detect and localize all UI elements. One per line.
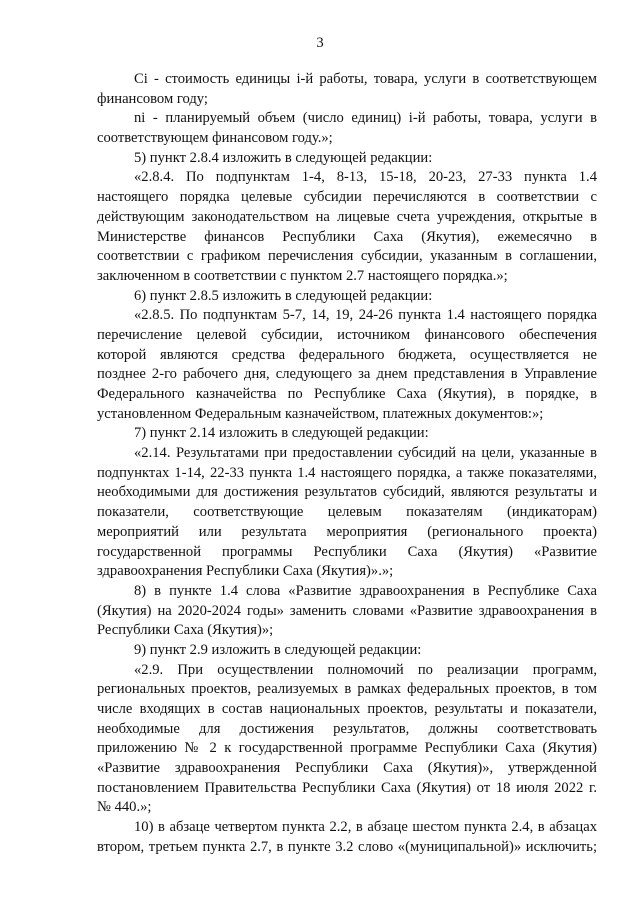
text-line: Республики Саха (Якутия)»; <box>97 622 274 639</box>
text-line: соответствующем финансовом году.»; <box>97 130 333 147</box>
text-line: региональных проектов, реализуемых в рамках федеральных проектов, в том <box>97 681 597 698</box>
text-line: «Развитие здравоохранения Республики Саха (Якутия)», утвержденной <box>97 760 597 777</box>
text-line: соответствии с графиком перечисления субсидии, указанным в соглашении, <box>97 248 597 265</box>
text-line: подпунктах 1-14, 22-33 пункта 1.4 настоящего порядка, а также показателями, <box>97 464 597 481</box>
page-number: 3 <box>316 35 324 51</box>
text-line: 9) пункт 2.9 изложить в следующей редакции: <box>134 641 422 658</box>
text-line: необходимыми для достижения результатов субсидий, являются результаты и <box>97 484 597 501</box>
text-line: «2.14. Результатами при предоставлении субсидий на цели, указанные в <box>134 445 597 462</box>
text-line: здравоохранения Республики Саха (Якутия)».»; <box>97 563 394 580</box>
text-line: установленном Федеральным казначейством, платежных документов:»; <box>97 405 544 422</box>
text-line: 5) пункт 2.8.4 изложить в следующей редакции: <box>134 149 433 166</box>
text-line: приложению № 2 к государственной программе Республики Саха (Якутия) <box>97 740 597 757</box>
text-line: позднее 2-го рабочего дня, следующего за днем представления в Управление <box>97 366 597 383</box>
text-line: настоящего порядка целевые субсидии перечисляются в соответствии с <box>97 189 597 206</box>
text-line: Ci - стоимость единицы i-й работы, товара, услуги в соответствующем <box>134 71 597 87</box>
text-line: показатели, соответствующие целевым показателям (индикаторам) <box>97 504 597 521</box>
text-line: (Якутия) на 2020-2024 годы» заменить словами «Развитие здравоохранения в <box>97 602 597 619</box>
text-line: заключенном в соответствии с пунктом 2.7 настоящего порядка.»; <box>97 267 508 284</box>
text-line: «2.8.5. По подпунктам 5-7, 14, 19, 24-26 пункта 1.4 настоящего порядка <box>134 307 597 324</box>
text-line: числе входящих в состав национальных проектов, результаты и показатели, <box>97 701 597 717</box>
text-line: 7) пункт 2.14 изложить в следующей редакции: <box>134 425 429 442</box>
text-line: «2.9. При осуществлении полномочий по реализации программ, <box>134 661 597 678</box>
text-line: Федерального казначейства по Республике Саха (Якутия), в порядке, в <box>97 386 597 402</box>
text-line: Министерстве финансов Республики Саха (Якутия), ежемесячно в <box>97 228 597 245</box>
text-line: № 440.»; <box>97 799 152 816</box>
text-line: «2.8.4. По подпунктам 1-4, 8-13, 15-18, 20-23, 27-33 пункта 1.4 <box>134 169 597 186</box>
text-line: финансовом году; <box>97 90 208 107</box>
document-body <box>97 70 597 858</box>
text-line: перечисление целевой субсидии, источником финансового обеспечения <box>97 326 597 343</box>
text-line: 6) пункт 2.8.5 изложить в следующей редакции: <box>134 287 433 304</box>
text-line: которой являются средства федерального бюджета, осуществляется не <box>97 346 597 363</box>
text-line: 8) в пункте 1.4 слова «Развитие здравоохранения в Республике Саха <box>134 582 597 599</box>
text-line: действующим законодательством на лицевые счета учреждения, открытые в <box>97 208 597 225</box>
text-line: государственной программы Республики Саха (Якутия) «Развитие <box>97 543 597 560</box>
text-line: ni - планируемый объем (число единиц) i-й работы, товара, услуги в <box>134 110 597 127</box>
text-line: мероприятий или результата мероприятия (регионального проекта) <box>97 523 597 540</box>
text-line: втором, третьем пункта 2.7, в пункте 3.2 слово «(муниципальной)» исключить; <box>97 838 597 855</box>
text-line: постановлением Правительства Республики Саха (Якутия) от 18 июля 2022 г. <box>97 779 597 796</box>
text-line: необходимые для достижения результатов, должны соответствовать <box>97 720 597 737</box>
text-line: 10) в абзаце четвертом пункта 2.2, в абзаце шестом пункта 2.4, в абзацах <box>134 819 597 836</box>
